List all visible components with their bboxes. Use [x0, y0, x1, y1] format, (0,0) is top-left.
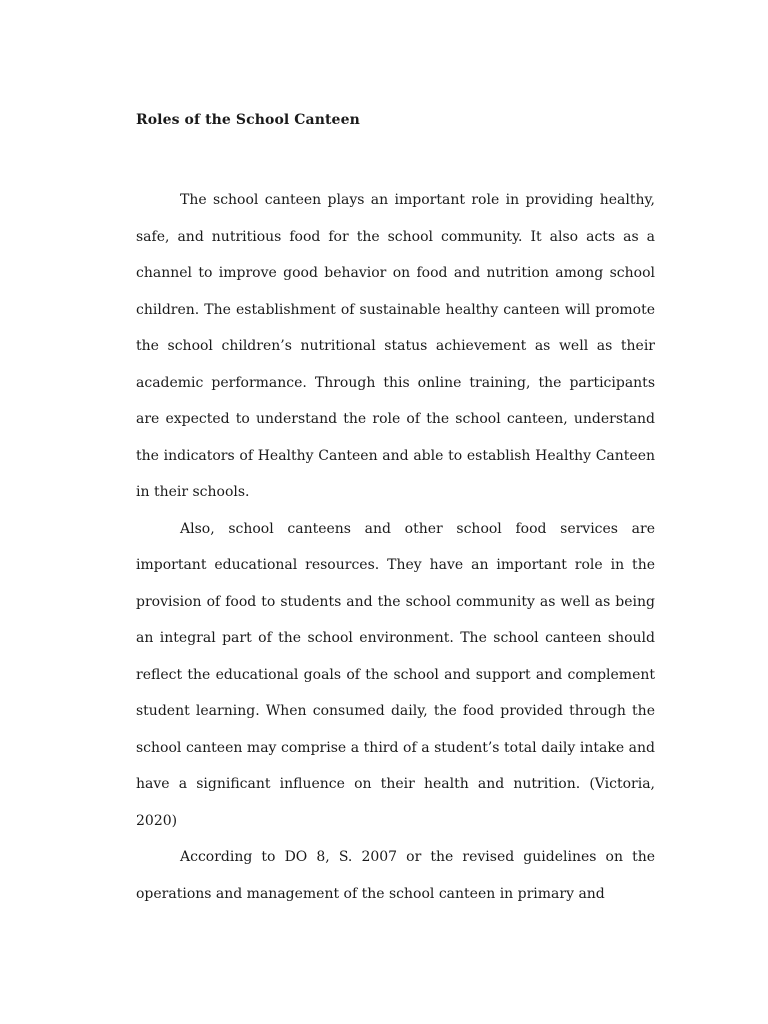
paragraph-2: Also, school canteens and other school food services are important educational resources. They have an important role in the provision of food to students and the school community as well as being an integral part of the school environment. The school canteen should reflect the educational goals of the school and support and complement student learning. When consumed daily, the food provided through the school canteen may comprise a third of a student’s total daily intake and have a significant influence on their health and nutrition. (Victoria, 2020) [136, 520, 655, 829]
paragraph-3: According to DO 8, S. 2007 or the revised guidelines on the operations and management of the school canteen in primary and [136, 849, 655, 902]
paragraph-1: The school canteen plays an important role in providing healthy, safe, and nutritious food for the school community. It also acts as a channel to improve good behavior on food and nutrition among school children. The establishment of sustainable healthy canteen will promote the school children’s nutritional status achievement as well as their academic performance. Through this online training, the participants are expected to understand the role of the school canteen, understand the indicators of Healthy Canteen and able to establish Healthy Canteen in their schools. [136, 192, 655, 500]
section-heading: Roles of the School Canteen [136, 112, 360, 128]
document-body [136, 108, 655, 912]
